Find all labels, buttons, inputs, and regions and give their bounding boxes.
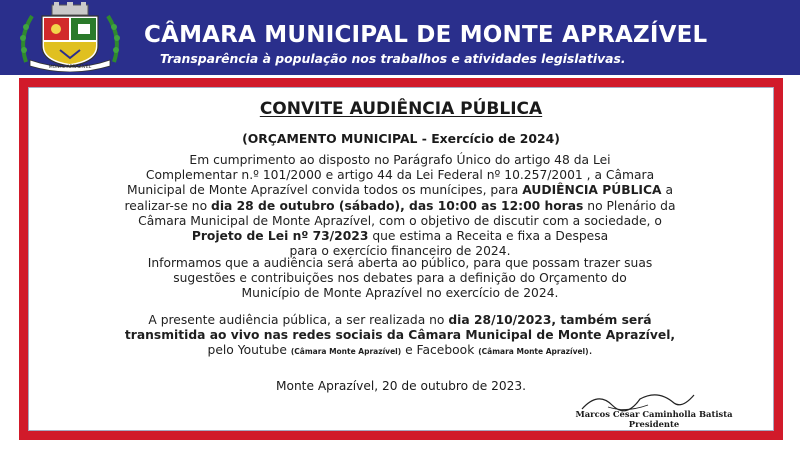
invitation-paragraph: Em cumprimento ao disposto no Parágrafo Único do artigo 48 da Lei Complementar n.º 101/2000 e artigo 44 da Lei Federal nº 10.257/2001 , a Câmara Municipal de Monte Aprazível convida todos os munícipes, para AUDIÊNCIA PÚBLICA a realizar-se no dia 28 de outubro (sábado), das 10:00 as 12:00 horas no Plenário da Câmara Municipal de Monte Aprazível, com o objetivo de discutir com a sociedade, o Projeto de Lei nº 73/2023 que estima a Receita e fixa a Despesa para o exercício financeiro de 2024. [124,153,676,259]
header-banner [0,0,800,75]
facebook-page-label: (Câmara Monte Aprazível) [478,347,589,357]
svg-text:MONTE APRAZÍVEL: MONTE APRAZÍVEL [48,65,92,70]
youtube-channel-label: (Câmara Monte Aprazível) [290,347,402,357]
date-line: Monte Aprazível, 20 de outubro de 2023. [275,379,526,393]
signature-block [534,387,774,433]
public-access-paragraph: Informamos que a audiência será aberta ao público, para que possam trazer suas sugestões e contribuições nos debates para a definição do Orçamento do Município de Monte Aprazível no exercício de 2024. [147,256,653,301]
coat-of-arms-icon [12,2,128,72]
signer-role: Presidente [628,419,680,429]
notice-title: CONVITE AUDIÊNCIA PÚBLICA [259,99,543,119]
signer-name: Marcos César Caminholla Batista [575,409,733,419]
notice-subtitle: (ORÇAMENTO MUNICIPAL - Exercício de 2024) [242,131,560,146]
broadcast-paragraph: A presente audiência pública, a ser realizada no dia 28/10/2023, também será transmitida ao vivo nas redes sociais da Câmara Municipal de Monte Aprazível, pelo Youtube (Câmara Monte Aprazível) e Facebook (Câmara Monte Aprazível). [124,313,676,358]
header-subtitle: Transparência à população nos trabalhos e atividades legislativas. [160,51,626,66]
header-title: CÂMARA MUNICIPAL DE MONTE APRAZÍVEL [144,22,708,48]
notice-frame [19,78,783,440]
